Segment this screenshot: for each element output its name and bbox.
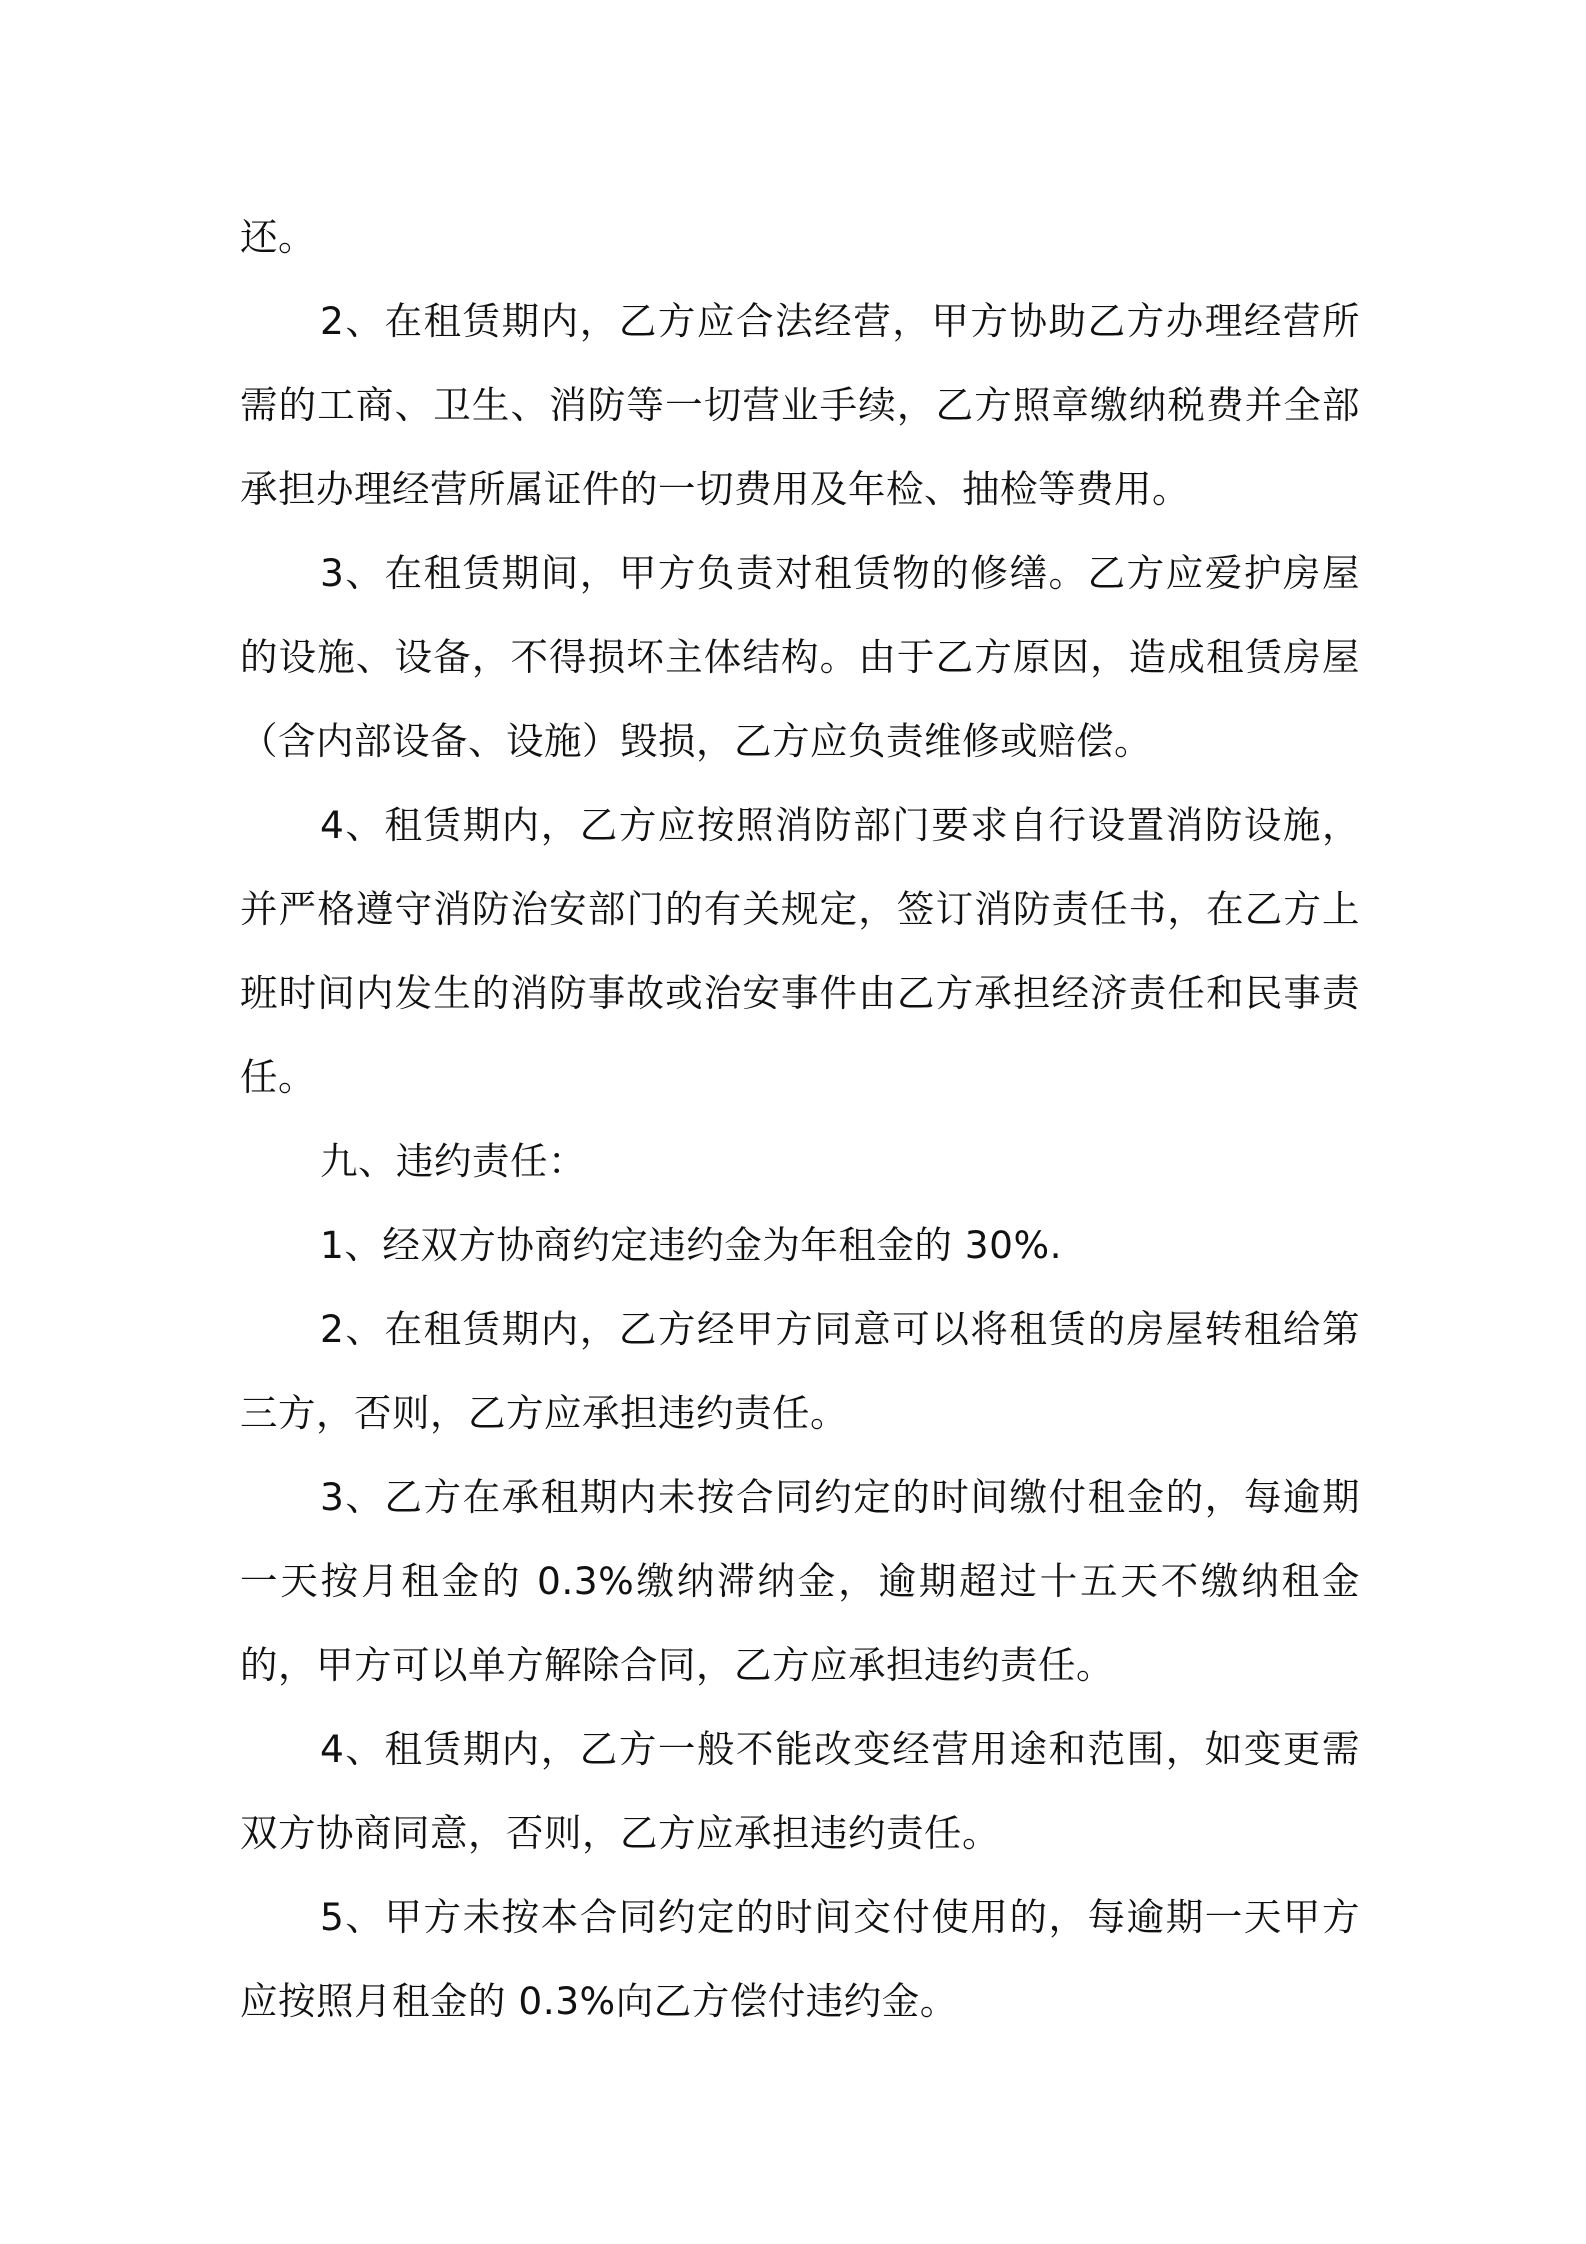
document-body	[240, 195, 1360, 2043]
paragraph-clause-3: 3、在租赁期间，甲方负责对租赁物的修缮。乙方应爱护房屋的设施、设备，不得损坏主体结构。由于乙方原因，造成租赁房屋（含内部设备、设施）毁损，乙方应负责维修或赔偿。	[240, 551, 1360, 763]
paragraph-breach-2: 2、在租赁期内，乙方经甲方同意可以将租赁的房屋转租给第三方，否则，乙方应承担违约责任。	[240, 1307, 1360, 1435]
paragraph-breach-5: 5、甲方未按本合同约定的时间交付使用的，每逾期一天甲方应按照月租金的 0.3%向乙方偿付违约金。	[240, 1895, 1360, 2023]
paragraph-breach-1: 1、经双方协商约定违约金为年租金的 30%.	[320, 1223, 1063, 1267]
paragraph-clause-4: 4、租赁期内，乙方应按照消防部门要求自行设置消防设施，并严格遵守消防治安部门的有关规定，签订消防责任书，在乙方上班时间内发生的消防事故或治安事件由乙方承担经济责任和民事责任。	[240, 803, 1360, 1099]
paragraph-breach-4: 4、租赁期内，乙方一般不能改变经营用途和范围，如变更需双方协商同意，否则，乙方应承担违约责任。	[240, 1727, 1360, 1855]
section-heading-breach-liability: 九、违约责任：	[320, 1139, 586, 1183]
paragraph-clause-2: 2、在租赁期内，乙方应合法经营，甲方协助乙方办理经营所需的工商、卫生、消防等一切营业手续，乙方照章缴纳税费并全部承担办理经营所属证件的一切费用及年检、抽检等费用。	[240, 299, 1360, 511]
paragraph-breach-3: 3、乙方在承租期内未按合同约定的时间缴付租金的，每逾期一天按月租金的 0.3%缴纳滞纳金，逾期超过十五天不缴纳租金的，甲方可以单方解除合同，乙方应承担违约责任。	[240, 1475, 1360, 1687]
paragraph-continuation: 还。	[240, 215, 316, 259]
